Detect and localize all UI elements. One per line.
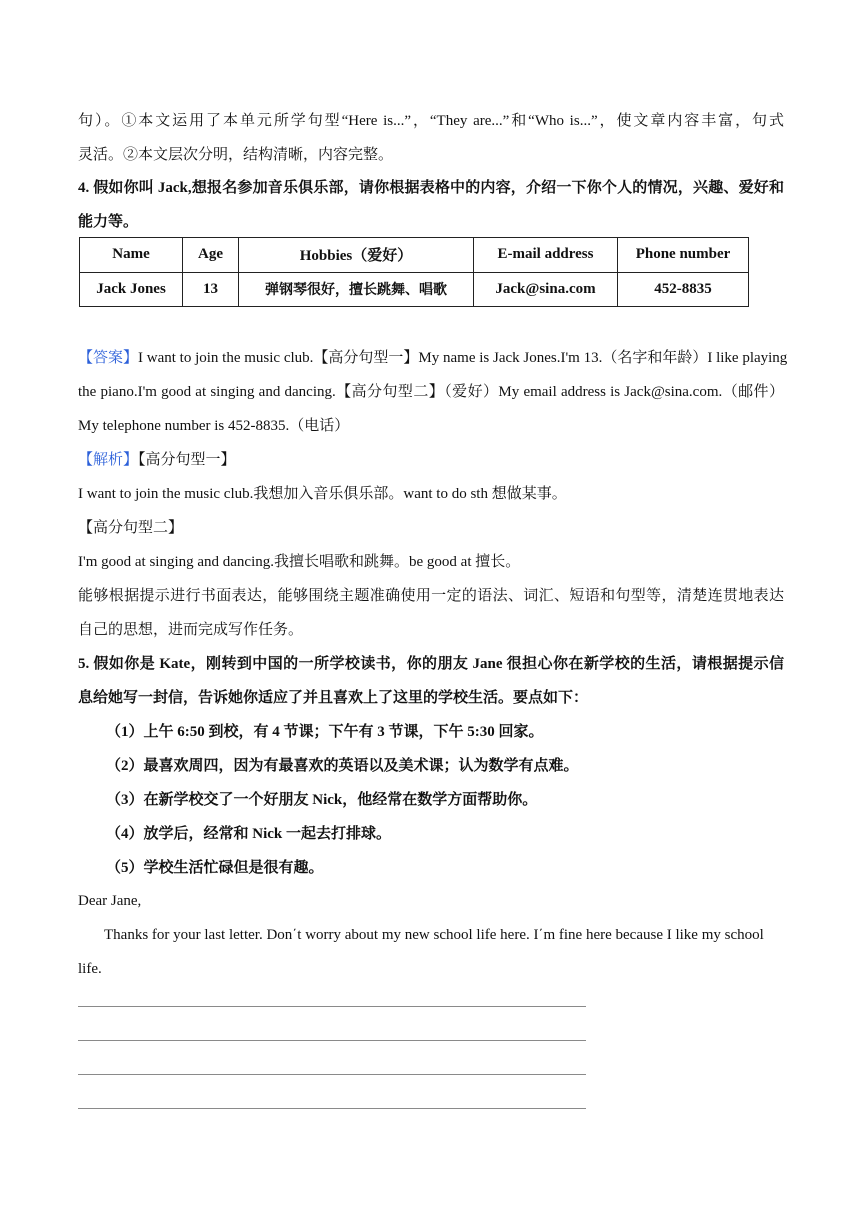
list-item: （4）放学后，经常和 Nick 一起去打排球。 xyxy=(106,826,392,842)
table-cell: 13 xyxy=(183,272,239,307)
table-cell: 弹钢琴很好，擅长跳舞、唱歌 xyxy=(239,272,474,307)
answer-line: My telephone number is 452-8835.（电话） xyxy=(78,418,350,434)
list-item: （2）最喜欢周四，因为有最喜欢的英语以及美术课；认为数学有点难。 xyxy=(106,758,579,774)
letter-body: Thanks for your last letter. Don΄t worry about my new school life here. I΄m fine here because I like my school xyxy=(104,927,764,943)
writing-line xyxy=(78,1074,586,1075)
analysis-head-2: 【高分句型二】 xyxy=(78,520,184,536)
letter-greeting: Dear Jane, xyxy=(78,893,142,909)
question-4-prompt: 4. 假如你叫 Jack,想报名参加音乐俱乐部，请你根据表格中的内容，介绍一下你个人的情况，兴趣、爱好和 xyxy=(78,180,784,196)
analysis-line: 自己的思想，进而完成写作任务。 xyxy=(78,622,304,638)
table-header: E-mail address xyxy=(474,238,618,273)
answer-line: the piano.I'm good at singing and dancing.【高分句型二】（爱好）My email address is Jack@sina.com.（邮件） xyxy=(78,384,784,400)
analysis-line: 能够根据提示进行书面表达，能够围绕主题准确使用一定的语法、词汇、短语和句型等，清楚连贯地表达 xyxy=(78,588,784,604)
answer-line xyxy=(78,348,788,368)
text-line: 句）。①本文运用了本单元所学句型“Here is...”，“They are...”和“Who is...”，使文章内容丰富，句式 xyxy=(78,113,784,129)
info-table xyxy=(79,237,749,307)
writing-line xyxy=(78,1006,586,1007)
analysis-heading xyxy=(78,450,784,470)
question-5-prompt: 5. 假如你是 Kate，刚转到中国的一所学校读书，你的朋友 Jane 很担心你在新学校的生活，请根据提示信 xyxy=(78,656,784,672)
analysis-tag: 【解析】 xyxy=(78,452,139,468)
analysis-line: I want to join the music club.我想加入音乐俱乐部。want to do sth 想做某事。 xyxy=(78,486,567,502)
list-item: （1）上午 6:50 到校，有 4 节课；下午有 3 节课，下午 5:30 回家。 xyxy=(106,724,544,740)
table-row xyxy=(80,272,749,307)
writing-line xyxy=(78,1108,586,1109)
list-item: （5）学校生活忙碌但是很有趣。 xyxy=(106,860,324,876)
table-header-row xyxy=(80,238,749,273)
table-header: Age xyxy=(183,238,239,273)
table-header: Phone number xyxy=(618,238,749,273)
table-header: Name xyxy=(80,238,183,273)
answer-text: I want to join the music club.【高分句型一】My name is Jack Jones.I'm 13.（名字和年龄）I like playing xyxy=(138,350,788,366)
analysis-head-1: 【高分句型一】 xyxy=(138,452,236,468)
answer-tag: 【答案】 xyxy=(78,350,139,366)
analysis-line: I'm good at singing and dancing.我擅长唱歌和跳舞。be good at 擅长。 xyxy=(78,554,521,570)
table-cell: Jack Jones xyxy=(80,272,183,307)
text-line: 灵活。②本文层次分明，结构清晰，内容完整。 xyxy=(78,147,394,163)
table-cell: 452-8835 xyxy=(618,272,749,307)
list-item: （3）在新学校交了一个好朋友 Nick，他经常在数学方面帮助你。 xyxy=(106,792,538,808)
table-cell: Jack@sina.com xyxy=(474,272,618,307)
question-5-prompt-cont: 息给她写一封信，告诉她你适应了并且喜欢上了这里的学校生活。要点如下： xyxy=(78,690,589,706)
writing-line xyxy=(78,1040,586,1041)
table-header: Hobbies（爱好） xyxy=(239,238,474,273)
question-4-prompt-cont: 能力等。 xyxy=(78,214,139,230)
letter-body: life. xyxy=(78,961,102,977)
